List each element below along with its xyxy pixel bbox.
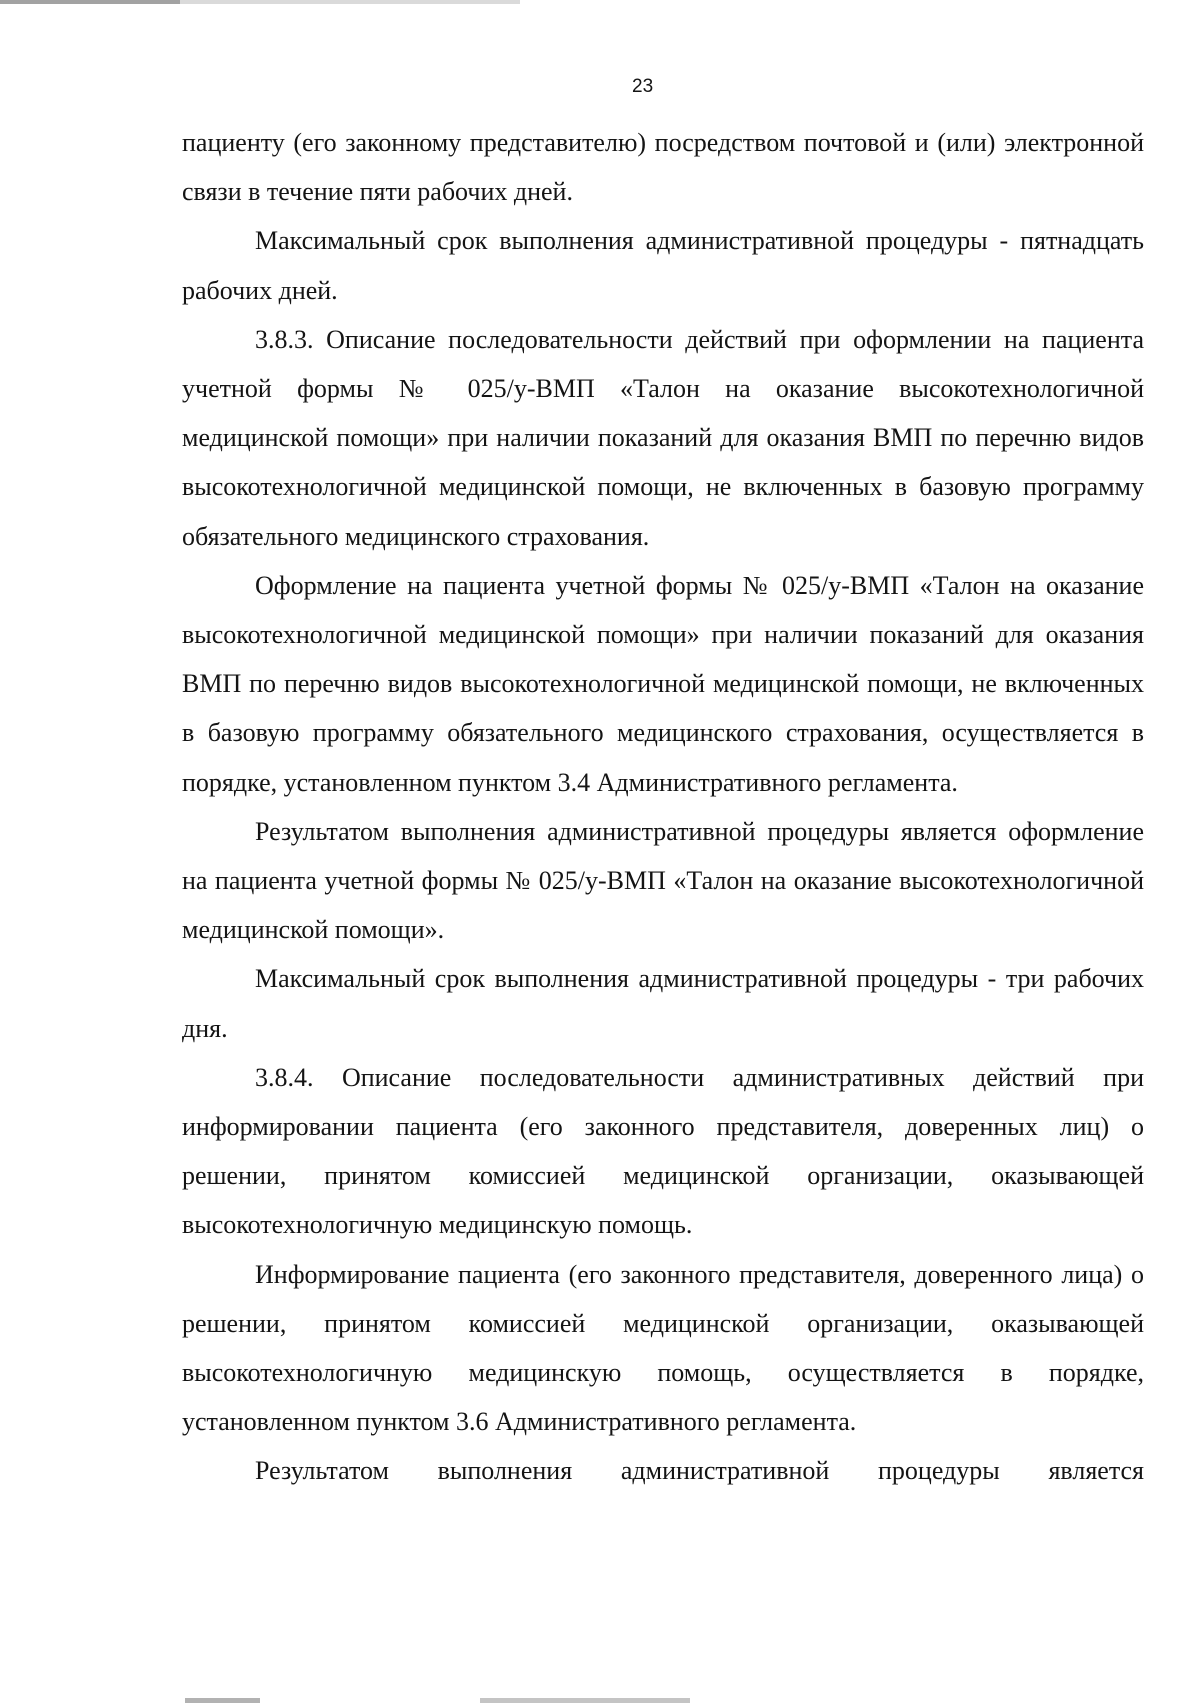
paragraph-3-section-3-8-3: 3.8.3. Описание последовательности действий при оформлении на пациента учетной формы № 025/у-ВМП «Талон на оказание высокотехнологичной медицинской помощи» при наличии показаний для оказания ВМП по перечню видов высокотехнологичной медицинской помощи, не включенных в базовую программу обязательного медицинского страхования. xyxy=(182,324,1144,551)
paragraph-5: Результатом выполнения административной процедуры является оформление на пациента учетной формы № 025/у-ВМП «Талон на оказание высокотехнологичной медицинской помощи». xyxy=(182,816,1144,945)
paragraph-2: Максимальный срок выполнения административной процедуры - пятнадцать рабочих дней. xyxy=(182,226,1144,305)
scan-edge-top xyxy=(0,0,1200,4)
paragraph-4: Оформление на пациента учетной формы № 025/у-ВМП «Талон на оказание высокотехнологичной медицинской помощи» при наличии показаний для оказания ВМП по перечню видов высокотехнологичной медицинской помощи, не включенных в базовую программу обязательного медицинского страхования, осуществляется в порядке, установленном пунктом 3.4 Административного регламента. xyxy=(182,570,1144,797)
scan-edge-bottom xyxy=(0,1698,1200,1703)
paragraph-9-continued: Результатом выполнения административной процедуры является xyxy=(255,1456,1144,1486)
paragraph-8: Информирование пациента (его законного представителя, доверенного лица) о решении, принятом комиссией медицинской организации, оказывающей высокотехнологичную медицинскую помощь, осуществляется в порядке, установленном пунктом 3.6 Административного регламента. xyxy=(182,1259,1144,1437)
document-body xyxy=(182,118,1144,1496)
page-number: 23 xyxy=(632,76,654,97)
paragraph-7-section-3-8-4: 3.8.4. Описание последовательности административных действий при информировании пациента (его законного представителя, доверенных лиц) о решении, принятом комиссией медицинской организации, оказывающей высокотехнологичную медицинскую помощь. xyxy=(182,1062,1144,1240)
paragraph-6: Максимальный срок выполнения административной процедуры - три рабочих дня. xyxy=(182,964,1144,1043)
paragraph-1: пациенту (его законному представителю) посредством почтовой и (или) электронной связи в течение пяти рабочих дней. xyxy=(182,128,1144,207)
